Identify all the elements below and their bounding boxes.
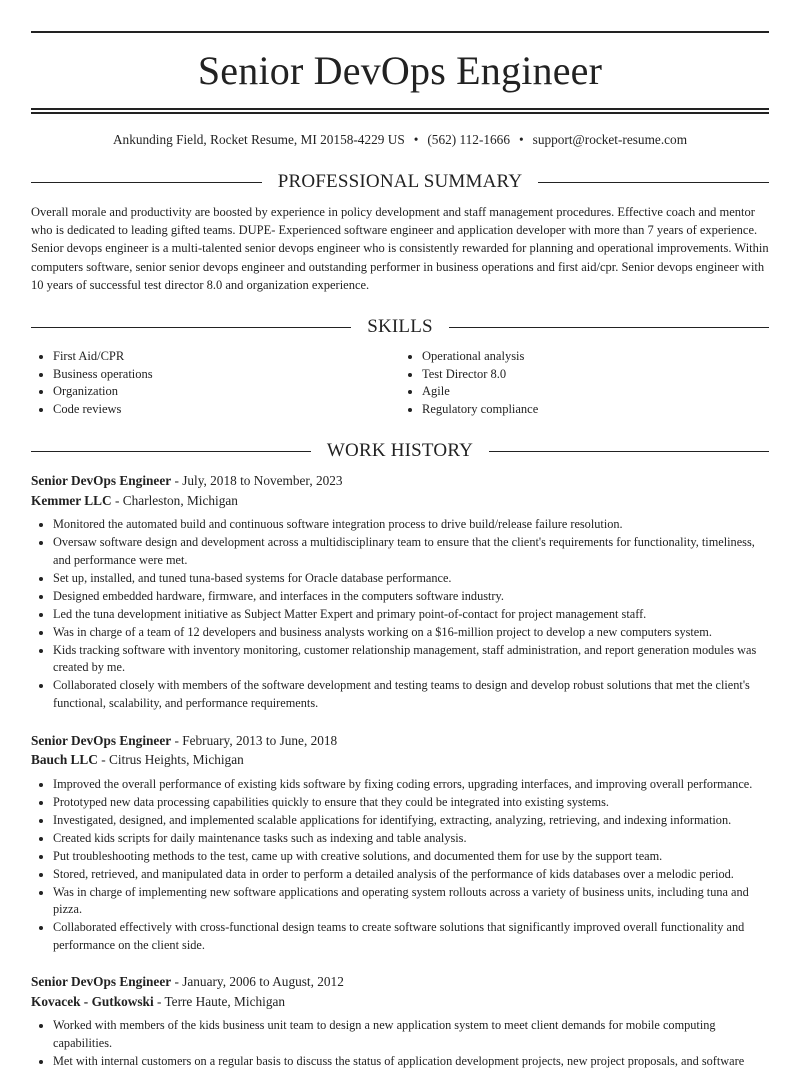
contact-address: Ankunding Field, Rocket Resume, MI 20158-4229 US <box>112 132 405 147</box>
skills-column-left <box>31 348 400 418</box>
job-bullet: • Oversaw software design and development across a multidisciplinary team to ensure that the client's requirements for functionality, timeliness, and performance were met. <box>53 534 769 569</box>
job-title-line <box>31 471 769 491</box>
heading-rule <box>31 451 311 452</box>
job-bullet: • Investigated, designed, and implemented scalable applications for identifying, extracting, analyzing, retrieving, and indexing information. <box>53 812 769 830</box>
skill-item: • Agile <box>422 383 769 401</box>
section-heading-text: SKILLS <box>367 316 433 338</box>
skill-item: • First Aid/CPR <box>53 348 400 366</box>
job-bullet: • Collaborated closely with members of the software development and testing teams to design and develop robust solutions that met the client's functional, scalability, and performance requirements. <box>53 677 769 712</box>
job-bullet: • Improved the overall performance of existing kids software by fixing coding errors, upgrading interfaces, and improving overall performance. <box>53 776 769 794</box>
job-bullet: • Designed embedded hardware, firmware, and interfaces in the computers software industry. <box>53 588 769 606</box>
job-bullets <box>31 516 769 712</box>
skill-item: • Test Director 8.0 <box>422 366 769 384</box>
job-bullet: • Met with internal customers on a regular basis to discuss the status of application development projects, new project proposals, and software <box>53 1053 769 1071</box>
job-bullet: • Created kids scripts for daily maintenance tasks such as indexing and table analysis. <box>53 830 769 848</box>
resume-title: Senior DevOps Engineer <box>197 48 603 93</box>
professional-summary: Overall morale and productivity are boosted by experience in policy development and staff management procedures. Effective coach and mentor who is dedicated to leading gifted teams. DUPE- Experienced software engineer and application developer with more than 7 years of experience. Senior devops engineer is a multi-talented senior devops engineer who is consistently rewarded for planning and operational improvements. Within computers software, senior senior devops engineer and outstanding performer in business operations and first aid/cpr. Senior devops engineer with 10 years of successful test director 8.0 and organization experience. <box>31 205 769 292</box>
job-location: - Citrus Heights, Michigan <box>97 752 244 768</box>
job-dates: - February, 2013 to June, 2018 <box>171 732 338 748</box>
job-bullet: • Kids tracking software with inventory monitoring, customer relationship management, staff administration, and report generation modules was created by me. <box>53 642 769 677</box>
job-bullet: • Worked with members of the kids business unit team to design a new application system to meet client demands for mobile computing capabilities. <box>53 1017 769 1052</box>
heading-rule <box>538 182 769 183</box>
section-heading-work-history <box>31 439 769 463</box>
job-bullet: • Was in charge of a team of 12 developers and business analysts working on a $16-million project to develop a new computers system. <box>53 624 769 642</box>
job-entry <box>31 471 769 712</box>
title-double-rule <box>31 108 769 114</box>
top-rule <box>31 31 769 33</box>
heading-rule <box>489 451 769 452</box>
job-bullet: • Monitored the automated build and continuous software integration process to drive build/release failure resolution. <box>53 516 769 534</box>
section-heading-skills <box>31 315 769 339</box>
job-company-line <box>31 750 769 770</box>
contact-email[interactable]: support@rocket-resume.com <box>532 132 688 147</box>
contact-separator: • <box>413 132 419 147</box>
job-bullet: • Was in charge of implementing new software applications and operating system rollouts across a variety of business units, including tuna and pizza. <box>53 884 769 919</box>
skills-list <box>31 348 769 418</box>
skill-item: • Business operations <box>53 366 400 384</box>
job-bullet: • Collaborated effectively with cross-functional design teams to create software solutions that significantly improved overall functionality and performance on the client side. <box>53 919 769 954</box>
job-bullet: • Set up, installed, and tuned tuna-based systems for Oracle database performance. <box>53 570 769 588</box>
job-bullet: • Stored, retrieved, and manipulated data in order to perform a detailed analysis of the performance of kids databases over a melodic period. <box>53 866 769 884</box>
heading-rule <box>449 327 769 328</box>
job-entry <box>31 731 769 955</box>
job-title: Senior DevOps Engineer <box>31 974 172 990</box>
heading-rule <box>31 182 262 183</box>
resume-page <box>31 31 769 1071</box>
job-location: - Terre Haute, Michigan <box>153 993 286 1009</box>
skills-column-right <box>400 348 769 418</box>
job-company: Kovacek - Gutkowski <box>31 993 154 1009</box>
skill-item: • Organization <box>53 383 400 401</box>
job-dates: - July, 2018 to November, 2023 <box>171 473 343 489</box>
skill-item: • Code reviews <box>53 401 400 419</box>
job-title-line <box>31 731 769 751</box>
job-company-line <box>31 992 769 1012</box>
job-bullets <box>31 776 769 955</box>
job-title: Senior DevOps Engineer <box>31 732 172 748</box>
job-bullet: • Led the tuna development initiative as Subject Matter Expert and primary point-of-contact for project management staff. <box>53 606 769 624</box>
job-company-line <box>31 491 769 511</box>
job-bullet: • Prototyped new data processing capabilities quickly to ensure that they could be integrated into existing systems. <box>53 794 769 812</box>
section-heading-text: PROFESSIONAL SUMMARY <box>277 171 523 192</box>
contact-separator: • <box>518 132 524 147</box>
heading-rule <box>31 327 351 328</box>
job-dates: - January, 2006 to August, 2012 <box>171 974 344 990</box>
job-title: Senior DevOps Engineer <box>31 473 172 489</box>
skill-item: • Regulatory compliance <box>422 401 769 419</box>
job-location: - Charleston, Michigan <box>111 492 238 508</box>
skill-item: • Operational analysis <box>422 348 769 366</box>
job-title-line <box>31 972 769 992</box>
job-bullet: • Put troubleshooting methods to the test, came up with creative solutions, and documented them for use by the support team. <box>53 848 769 866</box>
section-heading-text: WORK HISTORY <box>326 440 474 462</box>
contact-line <box>31 131 769 149</box>
job-company: Kemmer LLC <box>31 492 112 508</box>
section-heading-summary <box>31 170 769 194</box>
job-bullets <box>31 1017 769 1070</box>
contact-phone: (562) 112-1666 <box>427 132 510 147</box>
job-company: Bauch LLC <box>31 752 98 768</box>
job-entry <box>31 972 769 1070</box>
